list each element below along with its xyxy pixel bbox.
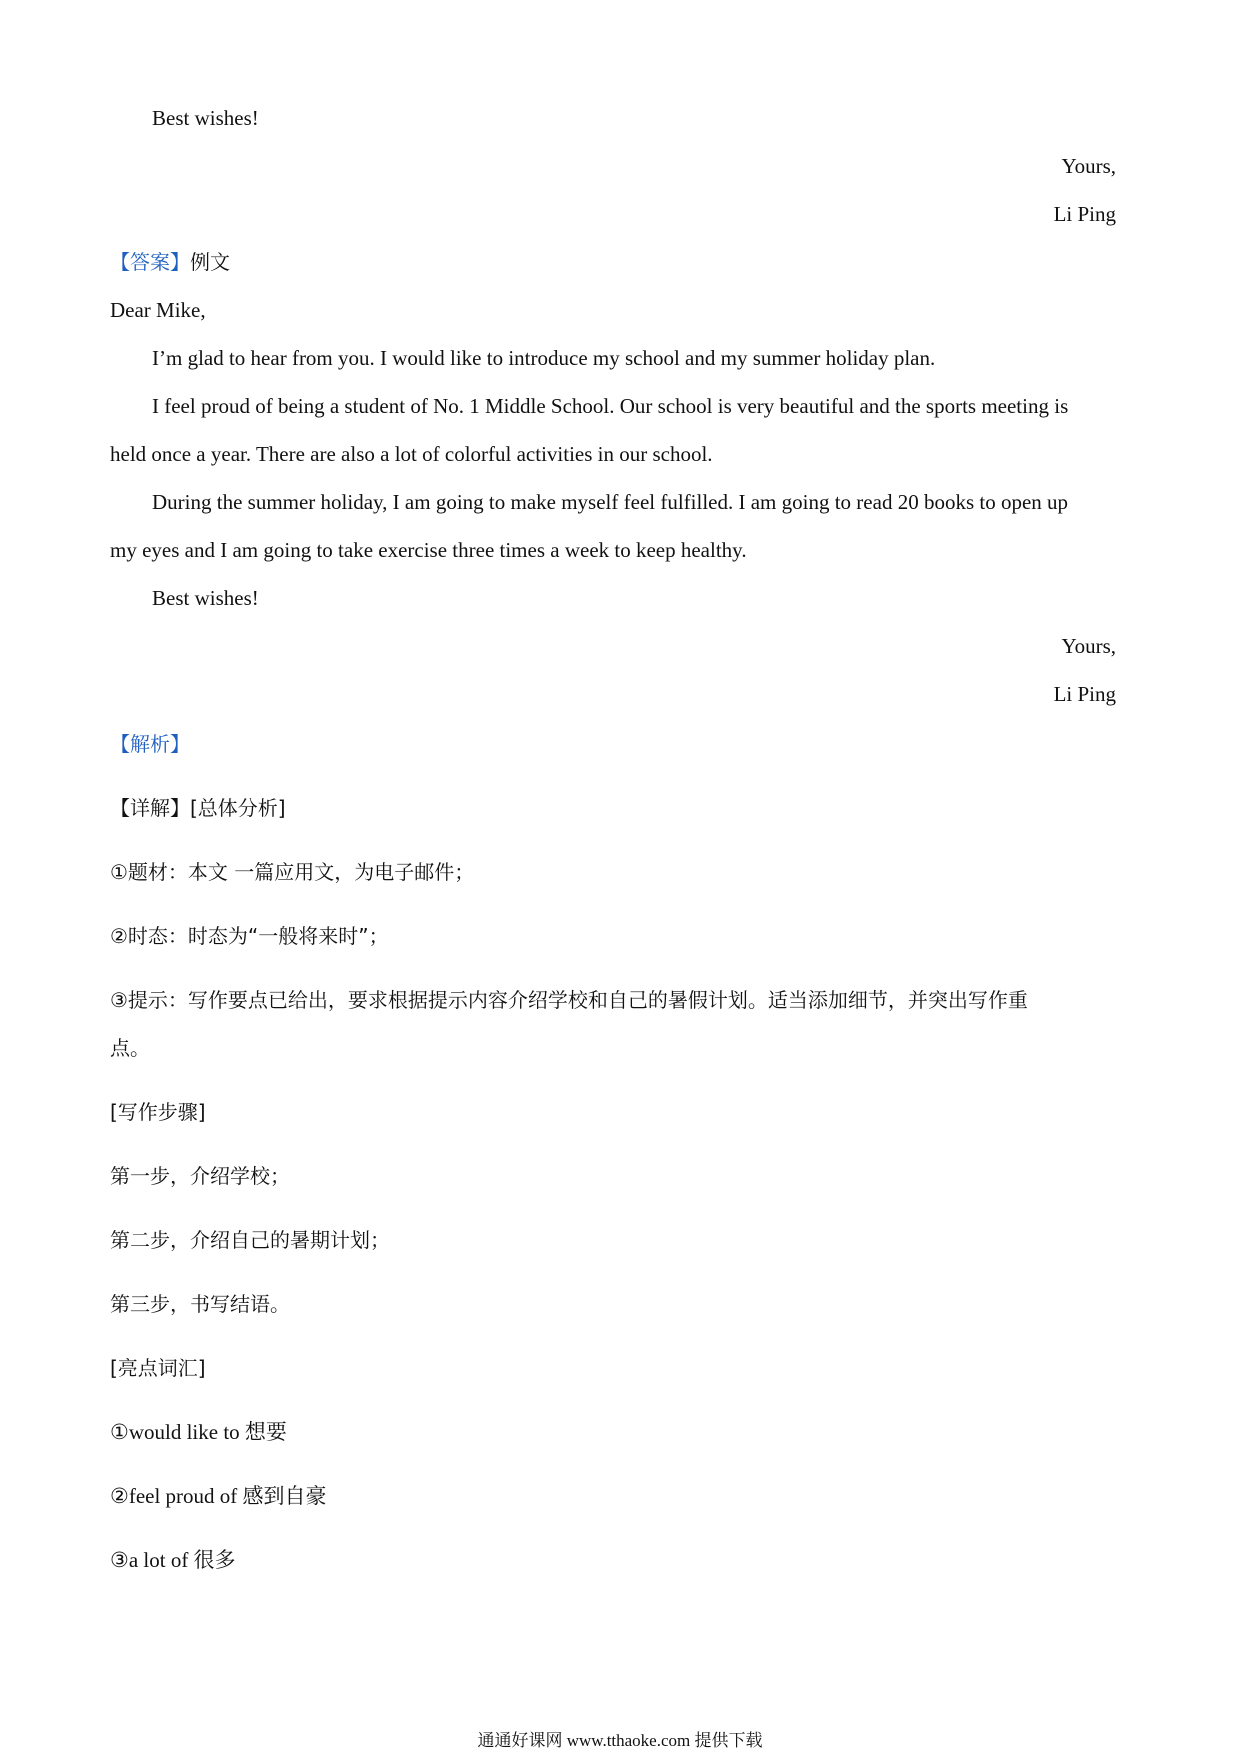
answer-signature: Li Ping [1053,682,1116,706]
analysis-item-2: ②时态：时态为“一般将来时”； [110,924,389,948]
writing-step-1: 第一步，介绍学校； [110,1164,290,1188]
vocab-title: [亮点词汇] [110,1356,206,1380]
answer-yours: Yours, [1061,634,1116,658]
letter-yours: Yours, [1061,154,1116,178]
answer-paragraph-2-line-1: I feel proud of being a student of No. 1 Middle School. Our school is very beautiful and the sports meeting is [152,394,1069,418]
vocab-item-1: ①would like to 想要 [110,1420,287,1444]
answer-paragraph-1: I’m glad to hear from you. I would like to introduce my school and my summer holiday plan. [152,346,936,370]
answer-paragraph-2-line-2: held once a year. There are also a lot of colorful activities in our school. [110,442,713,466]
analysis-tag: 【解析】 [110,732,190,756]
letter-closing: Best wishes! [152,106,259,130]
answer-paragraph-3-line-2: my eyes and I am going to take exercise three times a week to keep healthy. [110,538,747,562]
page-footer: 通通好课网 www.tthaoke.com 提供下载 [477,1731,763,1750]
analysis-item-3-line-1: ③提示：写作要点已给出，要求根据提示内容介绍学校和自己的暑假计划。适当添加细节，并突出写作重 [110,988,1028,1012]
analysis-item-3-line-2: 点。 [110,1036,150,1060]
answer-paragraph-3-line-1: During the summer holiday, I am going to make myself feel fulfilled. I am going to read 20 books to open up [152,490,1069,514]
writing-step-2: 第二步，介绍自己的暑期计划； [110,1228,390,1252]
answer-closing: Best wishes! [152,586,259,610]
writing-steps-title: [写作步骤] [110,1100,206,1124]
answer-heading [110,248,230,276]
vocab-item-2: ②feel proud of 感到自豪 [110,1484,327,1508]
vocab-item-3: ③a lot of 很多 [110,1548,236,1572]
overall-analysis-label: [总体分析] [190,796,286,820]
answer-greeting: Dear Mike, [110,298,206,322]
answer-tag: 【答案】 [110,250,190,274]
analysis-detail-heading [110,794,286,822]
detail-tag: 【详解】 [110,796,190,820]
answer-label: 例文 [190,250,230,274]
letter-signature: Li Ping [1053,202,1116,226]
writing-step-3: 第三步，书写结语。 [110,1292,290,1316]
analysis-item-1: ①题材：本文 一篇应用文，为电子邮件； [110,860,475,884]
